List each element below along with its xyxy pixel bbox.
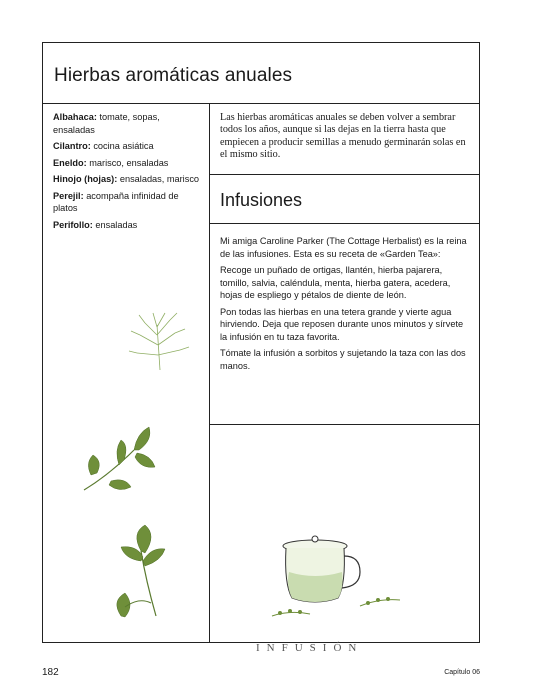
- section-subtitle: Infusiones: [220, 190, 303, 210]
- page-number: 182: [42, 667, 59, 678]
- herb-uses: cocina asiática: [90, 141, 154, 151]
- herb-name: Perifollo:: [53, 219, 93, 230]
- page-title: Hierbas aromáticas anuales: [54, 65, 293, 86]
- right-column: [210, 104, 480, 654]
- title-row: [43, 43, 479, 104]
- herb-name: Cilantro:: [53, 141, 91, 151]
- herb-name: Perejil:: [53, 190, 84, 201]
- herb-name: Albahaca:: [53, 112, 97, 122]
- herb-uses: ensaladas, marisco: [117, 174, 200, 184]
- herb-uses: tomate, sopas, ensaladas: [53, 112, 160, 135]
- herb-uses: marisco, ensaladas: [86, 157, 169, 168]
- herb-uses: acompaña infinidad de platos: [53, 190, 179, 213]
- herb-item: [53, 140, 203, 153]
- herb-name: Eneldo:: [53, 157, 87, 168]
- herb-item: [53, 219, 203, 232]
- section-divider: [210, 424, 480, 425]
- herb-item: [53, 157, 203, 170]
- herb-list: [53, 111, 203, 235]
- recipe-paragraph: Pon todas las hierbas en una tetera grande y vierte agua hirviendo. Deja que reposen durante unos minutos y sírvete la infusión en tu taza favorita.: [220, 306, 464, 342]
- infusion-cup-illustration: [270, 534, 410, 624]
- illustration-label: INFUSIÓN: [256, 642, 364, 654]
- chapter-label: Capítulo 06: [444, 669, 480, 676]
- intro-paragraph: Las hierbas aromáticas anuales se deben volver a sembrar todos los años, aunque si las dejas en la tierra hasta que empiecen a producir semillas a menudo germinarán solas en el mismo sitio.: [210, 104, 480, 175]
- content-frame: [42, 42, 480, 654]
- herb-item: [53, 173, 203, 186]
- recipe-body: [210, 224, 480, 372]
- herb-name: Hinojo (hojas):: [53, 174, 118, 184]
- parsley-illustration: [101, 521, 171, 621]
- herb-item: [53, 190, 203, 215]
- herb-item: [53, 111, 203, 136]
- coriander-illustration: [79, 405, 159, 505]
- herb-uses: ensaladas: [92, 219, 138, 230]
- recipe-paragraph: Mi amiga Caroline Parker (The Cottage Herbalist) es la reina de las infusiones. Esta es su receta de «Garden Tea»:: [220, 236, 467, 259]
- recipe-paragraph: Recoge un puñado de ortigas, llantén, hierba pajarera, tomillo, salvia, caléndula, menta, hierba gatera, acedera, hojas de espliego y pétalos de diente de león.: [220, 265, 451, 300]
- dill-illustration: [125, 305, 195, 375]
- recipe-paragraph: Tómate la infusión a sorbitos y sujetando la taza con las dos manos.: [220, 348, 466, 371]
- subtitle-row: [210, 175, 480, 224]
